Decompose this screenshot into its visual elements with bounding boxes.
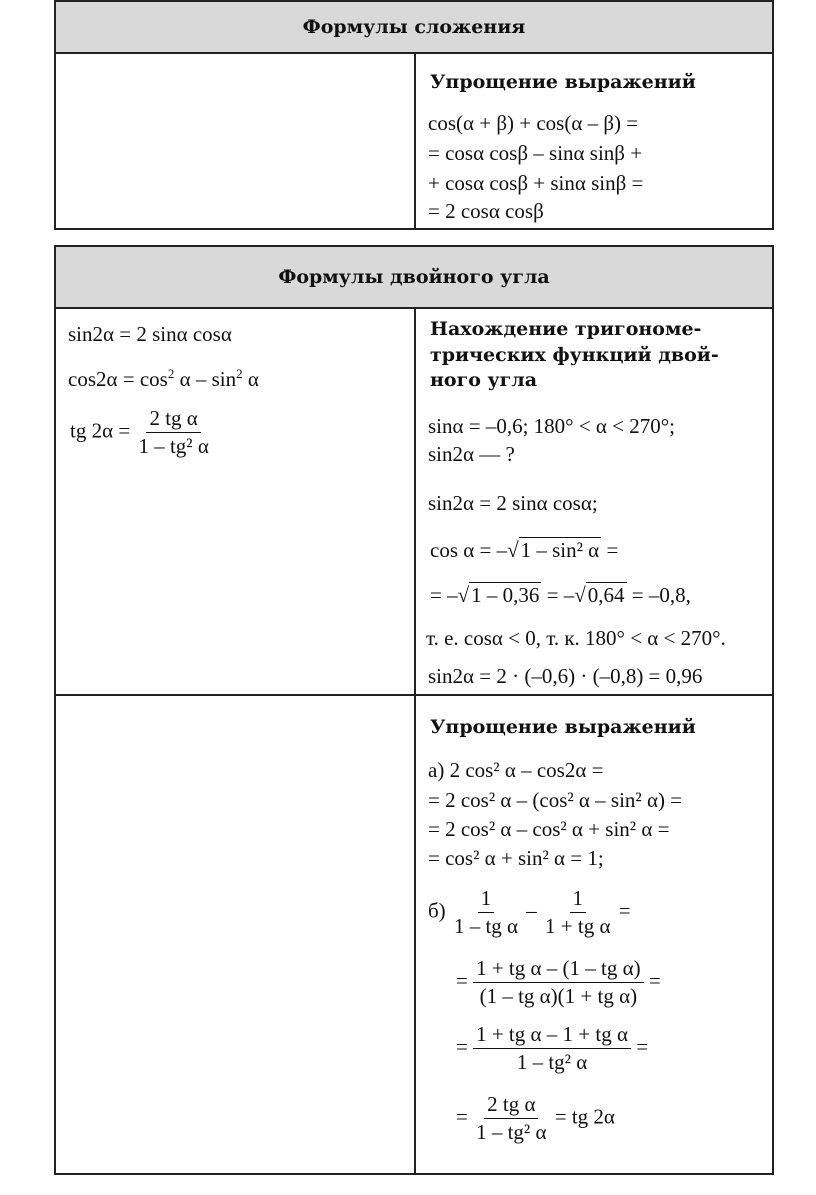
addition-line-3: + cosα cosβ + sinα sinβ =	[428, 171, 644, 195]
double-angle-header: Формулы двойного угла	[56, 247, 772, 309]
formula-tg2a: tg 2α = $\frac{\text{2 tg α}}{\text{1 – tg² α}}$	[70, 406, 209, 459]
a-line-1: а) 2 cos² α – cos2α =	[428, 758, 604, 782]
addition-line-2: = cosα cosβ – sinα sinβ +	[428, 141, 643, 165]
simplify-title: Упрощение выражений	[430, 71, 696, 93]
step-2: cos α = –√1 – sin² α =	[430, 538, 619, 562]
a-line-2: = 2 cos² α – (cos² α – sin² α) =	[428, 788, 683, 812]
step-5: sin2α = 2 · (–0,6) · (–0,8) = 0,96	[428, 664, 703, 688]
b-line-4: = $\frac{\text{2 tg α}}{\text{1 – tg² α}}$ = tg 2α	[456, 1092, 615, 1145]
b-line-2: = $\frac{\text{1 + tg α – (1 – tg α)}}{\text{(1 – tg α)(1 + tg α)}}$ =	[456, 956, 661, 1009]
addition-line-1: cos(α + β) + cos(α – β) =	[428, 111, 639, 135]
simplify-title-2: Упрощение выражений	[430, 716, 696, 738]
step-3: = –√1 – 0,36 = –√0,64 = –0,8,	[430, 583, 691, 607]
addition-line-4: = 2 cosα cosβ	[428, 199, 544, 223]
step-4: т. е. cosα < 0, т. к. 180° < α < 270°.	[426, 626, 726, 650]
given-line-2: sin2α — ?	[428, 442, 515, 466]
a-line-4: = cos² α + sin² α = 1;	[428, 846, 604, 870]
find-title: Нахождение тригономе- трических функций двой- ного угла	[430, 318, 719, 392]
b-line-1: б) $\frac{1}{\text{1 – tg α}}$ – $\frac{1}{\text{1 + tg α}}$ =	[428, 886, 631, 939]
given-line-1: sinα = –0,6; 180° < α < 270°;	[428, 414, 676, 438]
formula-cos2a: $\cos 2\alpha = \cos^2 \alpha - \sin^2 \alpha$	[68, 366, 259, 391]
step-1: sin2α = 2 sinα cosα;	[428, 491, 598, 515]
addition-formulas-table	[54, 0, 774, 230]
formula-sin2a: sin2α = 2 sinα cosα	[68, 322, 232, 346]
column-divider	[414, 309, 416, 1173]
row-divider	[56, 694, 772, 696]
double-angle-table	[54, 245, 774, 1175]
b-line-3: = $\frac{\text{1 + tg α – 1 + tg α}}{\text{1 – tg² α}}$ =	[456, 1022, 649, 1075]
addition-formulas-header: Формулы сложения	[56, 2, 772, 54]
column-divider	[414, 54, 416, 228]
a-line-3: = 2 cos² α – cos² α + sin² α =	[428, 817, 670, 841]
